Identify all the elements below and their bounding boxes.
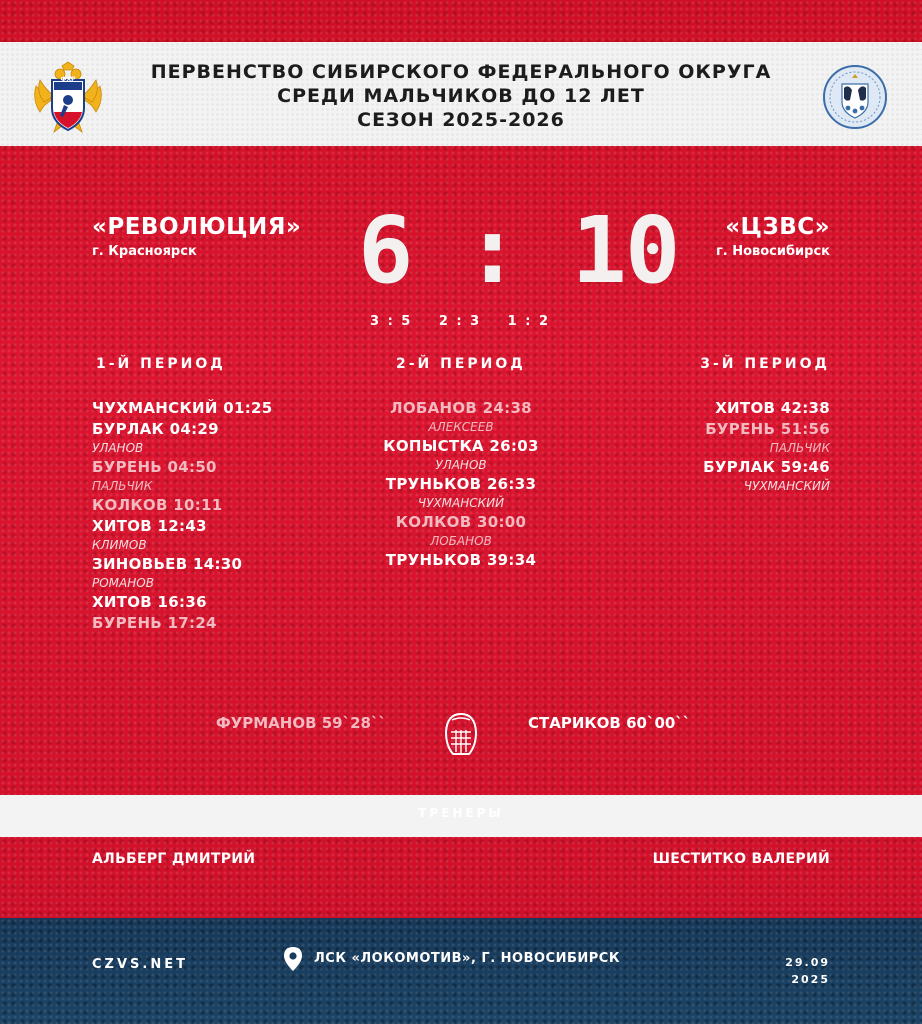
regional-coat-of-arms-emblem-icon [822, 64, 888, 130]
goal-assist: РОМАНОВ [92, 576, 154, 590]
home-team [92, 214, 301, 259]
goalies-row [0, 712, 922, 762]
home-goalie: ФУРМАНОВ 59`28`` [215, 714, 386, 732]
footer-date-year: 2025 [791, 973, 830, 986]
period-score-2: 2 : 3 [438, 314, 482, 329]
goal-scorer: БУРЕНЬ 51:56 [705, 420, 830, 438]
goal-assist: КЛИМОВ [92, 538, 147, 552]
goal-scorer: ТРУНЬКОВ 39:34 [385, 551, 537, 569]
period-score-1: 3 : 5 [370, 314, 413, 329]
coaches-band-label: ТРЕНЕРЫ [418, 806, 504, 820]
away-team-name: «ЦЗВС» [725, 214, 830, 240]
goal-assist: ЧУХМАНСКИЙ [743, 479, 830, 493]
home-team-city: г. Красноярск [92, 244, 197, 259]
goal-scorer: ЛОБАНОВ 24:38 [390, 399, 532, 417]
footer-venue: ЛСК «ЛОКОМОТИВ», Г. НОВОСИБИРСК [314, 951, 620, 966]
period-1-heading: 1-Й ПЕРИОД [96, 356, 226, 372]
period-1-events [92, 398, 352, 634]
home-coach: АЛЬБЕРГ ДМИТРИЙ [92, 851, 256, 867]
left-logo-text: ФХР [60, 76, 76, 83]
goal-assist: ЧУХМАНСКИЙ [417, 496, 505, 510]
goal-scorer: ЗИНОВЬЕВ 14:30 [92, 555, 243, 573]
goal-scorer: ХИТОВ 16:36 [92, 593, 207, 611]
footer-site-link[interactable]: CZVS.NET [92, 957, 188, 972]
final-score: 6 : 10 [358, 197, 679, 304]
period-score-3: 1 : 2 [507, 314, 550, 329]
goal-scorer: БУРЕНЬ 04:50 [92, 458, 217, 476]
goal-scorer: ХИТОВ 42:38 [715, 399, 830, 417]
goal-scorer: БУРЛАК 04:29 [92, 420, 219, 438]
goal-scorer: ХИТОВ 12:43 [92, 517, 207, 535]
title-line-3: СЕЗОН 2025-2026 [357, 109, 565, 131]
goal-scorer: БУРЛАК 59:46 [703, 458, 830, 476]
goal-scorer: БУРЕНЬ 17:24 [92, 614, 217, 632]
goal-assist: АЛЕКСЕЕВ [428, 420, 494, 434]
goal-scorer: КОЛКОВ 30:00 [395, 513, 527, 531]
goal-scorer: КОПЫСТКА 26:03 [383, 437, 539, 455]
goal-assist: УЛАНОВ [92, 441, 144, 455]
page-title [150, 60, 772, 132]
period-3-heading: 3-Й ПЕРИОД [700, 356, 830, 372]
goal-assist: ПАЛЬЧИК [92, 479, 153, 493]
title-line-1: ПЕРВЕНСТВО СИБИРСКОГО ФЕДЕРАЛЬНОГО ОКРУГА [150, 61, 772, 83]
goal-scorer: ЧУХМАНСКИЙ 01:25 [92, 399, 273, 417]
location-pin-icon [283, 946, 303, 972]
away-team-city: г. Новосибирск [715, 244, 830, 259]
goalie-mask-icon [443, 712, 479, 760]
goal-assist: ПАЛЬЧИК [769, 441, 830, 455]
away-coach: ШЕСТИТКО ВАЛЕРИЙ [652, 851, 830, 867]
goal-scorer: ТРУНЬКОВ 26:33 [385, 475, 537, 493]
period-2-heading: 2-Й ПЕРИОД [396, 356, 526, 372]
title-line-2: СРЕДИ МАЛЬЧИКОВ ДО 12 ЛЕТ [277, 85, 645, 107]
period-2-events [331, 398, 591, 571]
period-scores [370, 314, 550, 329]
goal-scorer: КОЛКОВ 10:11 [92, 496, 223, 514]
away-goalie: СТАРИКОВ 60`00`` [528, 714, 691, 732]
home-team-name: «РЕВОЛЮЦИЯ» [92, 214, 302, 240]
russian-eagle-hockey-emblem-icon [30, 60, 106, 136]
period-3-events [570, 398, 830, 495]
away-team [716, 214, 830, 259]
footer-date [785, 954, 830, 988]
goal-assist: ЛОБАНОВ [430, 534, 492, 548]
footer-date-day: 29.09 [785, 956, 830, 969]
goal-assist: УЛАНОВ [435, 458, 487, 472]
